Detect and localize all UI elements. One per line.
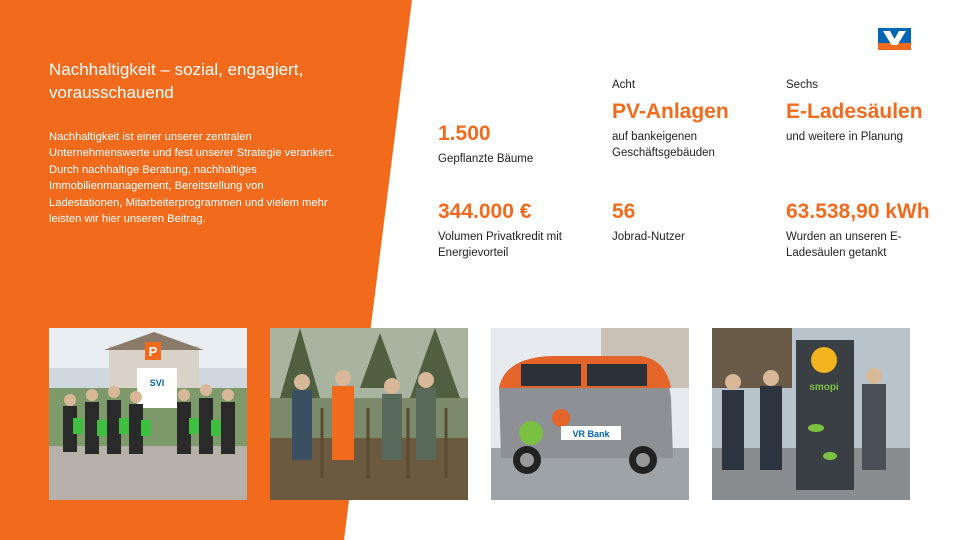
intro-paragraph: Nachhaltigkeit ist einer unserer zentralen Unternehmenswerte und fest unserer Strategie verankert. Durch nachhaltige Beratung, nachhaltiges Immobilienmanagement, Bereitstellung von Ladestationen, Mitarbeiterprogrammen und vielem mehr leisten wir hier unseren Beitrag. bbox=[49, 131, 335, 226]
stat-value: 63.538,90 kWh bbox=[786, 200, 930, 223]
stat-value: E-Ladesäulen bbox=[786, 100, 923, 123]
stat-pre: Acht bbox=[612, 79, 636, 91]
stat-desc: Volumen Privatkredit mit Energievorteil bbox=[438, 231, 562, 259]
svg-text:P: P bbox=[148, 344, 158, 359]
photo-tree-planting bbox=[270, 328, 468, 500]
photo-electric-van bbox=[491, 328, 689, 500]
photo-group-bags bbox=[49, 328, 247, 500]
stat-desc: Wurden an unseren E-Ladesäulen getankt bbox=[786, 231, 902, 259]
stat-pv bbox=[612, 77, 752, 161]
svg-text:VR Bank: VR Bank bbox=[572, 429, 610, 439]
stat-desc: auf bankeigenen Geschäftsgebäuden bbox=[612, 131, 715, 159]
stat-credit bbox=[438, 199, 578, 261]
svg-text:SVI: SVI bbox=[149, 378, 165, 388]
stat-charging bbox=[786, 77, 951, 145]
page-title: Nachhaltigkeit – sozial, engagiert, vorausschauend bbox=[49, 60, 304, 102]
photo-charging-station bbox=[712, 328, 910, 500]
stat-value: 56 bbox=[612, 200, 636, 223]
bank-logo bbox=[878, 28, 911, 50]
stat-value: 344.000 € bbox=[438, 200, 532, 223]
stat-desc: Jobrad-Nutzer bbox=[612, 231, 685, 243]
stat-jobrad bbox=[612, 199, 777, 245]
stat-desc: und weitere in Planung bbox=[786, 131, 903, 143]
stat-pre: Sechs bbox=[786, 79, 818, 91]
stat-desc: Gepflanzte Bäume bbox=[438, 153, 534, 165]
stat-value: PV-Anlagen bbox=[612, 100, 729, 123]
stat-value: 1.500 bbox=[438, 122, 491, 145]
stat-pre bbox=[438, 84, 603, 100]
stat-trees bbox=[438, 84, 603, 167]
svg-text:smopi: smopi bbox=[809, 382, 839, 393]
stat-kwh bbox=[786, 199, 930, 261]
